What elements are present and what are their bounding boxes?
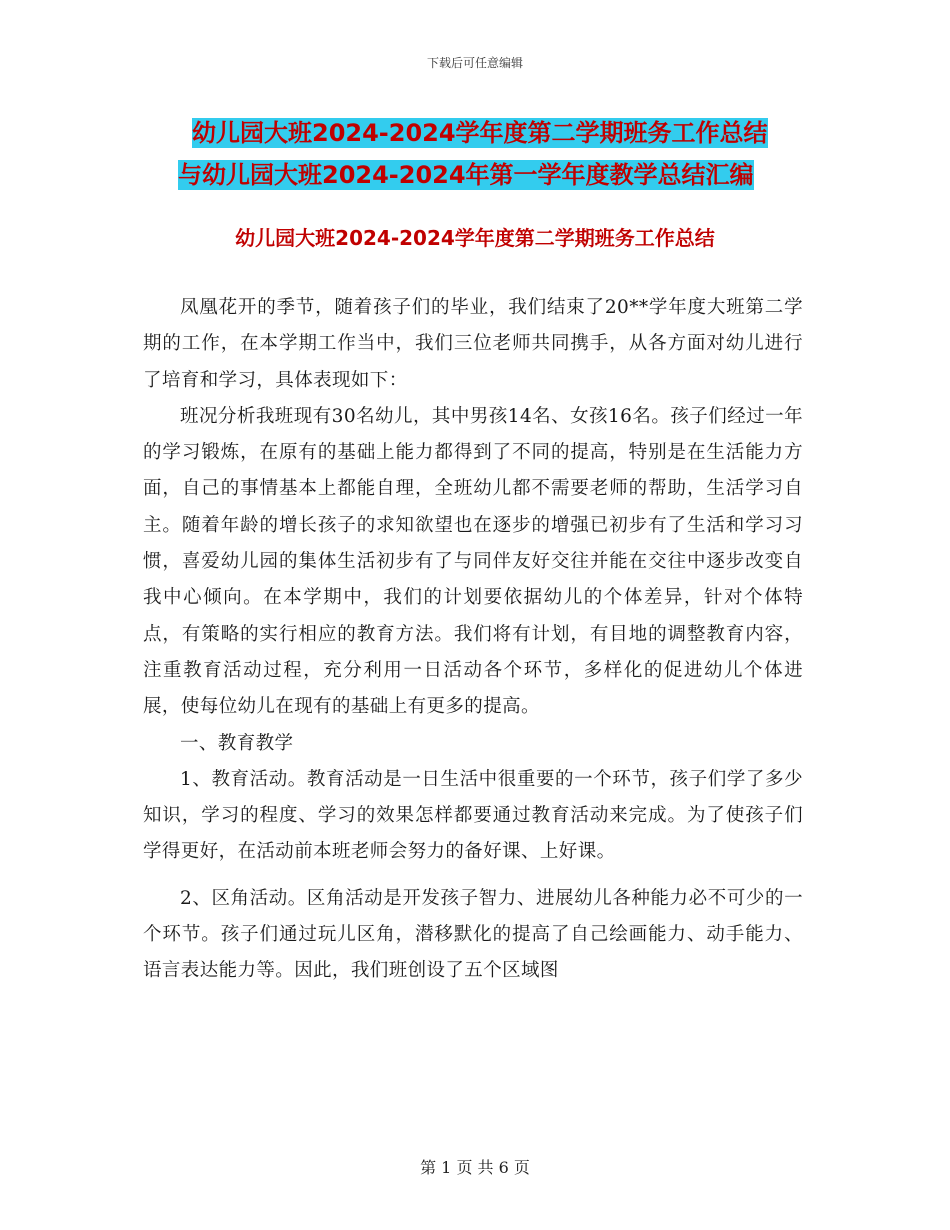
header-note: 下载后可任意编辑	[426, 56, 523, 70]
paragraph-area-activity: 2、区角活动。区角活动是开发孩子智力、进展幼儿各种能力必不可少的一个环节。孩子们通过玩儿区角，潜移默化的提高了自己绘画能力、动手能力、语言表达能力等。因此，我们班创设了五个区域图	[143, 887, 803, 982]
body-text	[143, 290, 803, 990]
main-title-line-2-text: 与幼儿园大班2024-2024年第一学年度教学总结汇编	[178, 161, 754, 189]
paragraph-intro: 凤凰花开的季节，随着孩子们的毕业，我们结束了20**学年度大班第二学期的工作，在本学期工作当中，我们三位老师共同携手，从各方面对幼儿进行了培育和学习，具体表现如下：	[143, 297, 803, 391]
main-title-line-1	[140, 112, 840, 154]
paragraph-class-analysis: 班况分析我班现有30名幼儿，其中男孩14名、女孩16名。孩子们经过一年的学习锻炼，在原有的基础上能力都得到了不同的提高，特别是在生活能力方面，自己的事情基本上都能自理，全班幼儿都不需要老师的帮助，生活学习自主。随着年龄的增长孩子的求知欲望也在逐步的增强已初步有了生活和学习习惯，喜爱幼儿园的集体生活初步有了与同伴友好交往并能在交往中逐步改变自我中心倾向。在本学期中，我们的计划要依据幼儿的个体差异，针对个体特点，有策略的实行相应的教育方法。我们将有计划，有目地的调整教育内容，注重教育活动过程，充分利用一日活动各个环节，多样化的促进幼儿个体进展，使每位幼儿在现有的基础上有更多的提高。	[143, 405, 803, 718]
main-title	[140, 112, 840, 196]
main-title-line-2	[140, 154, 840, 196]
paragraph-education-activity: 1、教育活动。教育活动是一日生活中很重要的一个环节，孩子们学了多少知识，学习的程度、学习的效果怎样都要通过教育活动来完成。为了使孩子们学得更好，在活动前本班老师会努力的备好课、上好课。	[143, 768, 803, 863]
section-title: 幼儿园大班2024-2024学年度第二学期班务工作总结	[235, 226, 715, 250]
page-footer: 第 1 页 共 6 页	[420, 1158, 530, 1177]
paragraph-heading-education: 一、教育教学	[180, 732, 294, 754]
main-title-line-1-text: 幼儿园大班2024-2024学年度第二学期班务工作总结	[192, 119, 768, 147]
